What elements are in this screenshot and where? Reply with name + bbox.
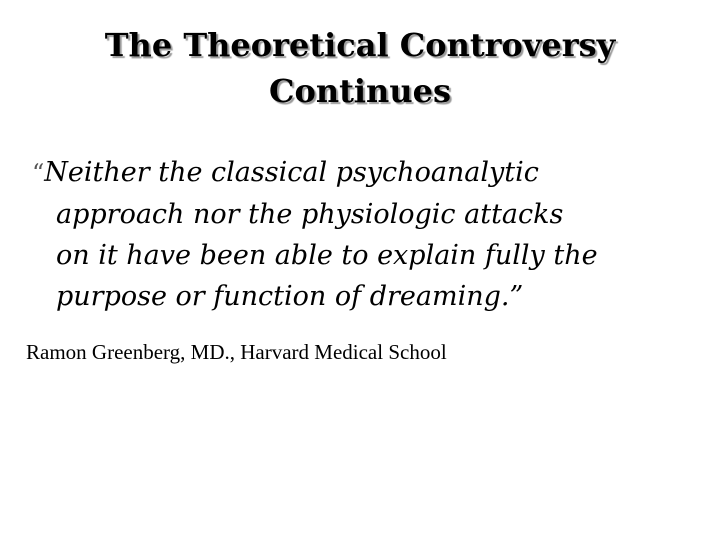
- open-quote-mark: “: [32, 159, 45, 187]
- slide-title: [40, 22, 680, 114]
- quote-line-2: approach nor the physiologic attacks: [56, 199, 564, 230]
- title-line-2: Continues: [269, 72, 451, 110]
- quote-line-3: on it have been able to explain fully the: [56, 240, 598, 271]
- quote-block: [32, 152, 708, 317]
- quote-line-4: purpose or function of dreaming.”: [56, 281, 524, 312]
- quote-line-1-text: Neither the classical psychoanalytic: [44, 157, 539, 188]
- title-line-1: The Theoretical Controversy: [104, 26, 616, 64]
- quote-line-1: [32, 152, 708, 194]
- quote-attribution: Ramon Greenberg, MD., Harvard Medical School: [26, 340, 447, 364]
